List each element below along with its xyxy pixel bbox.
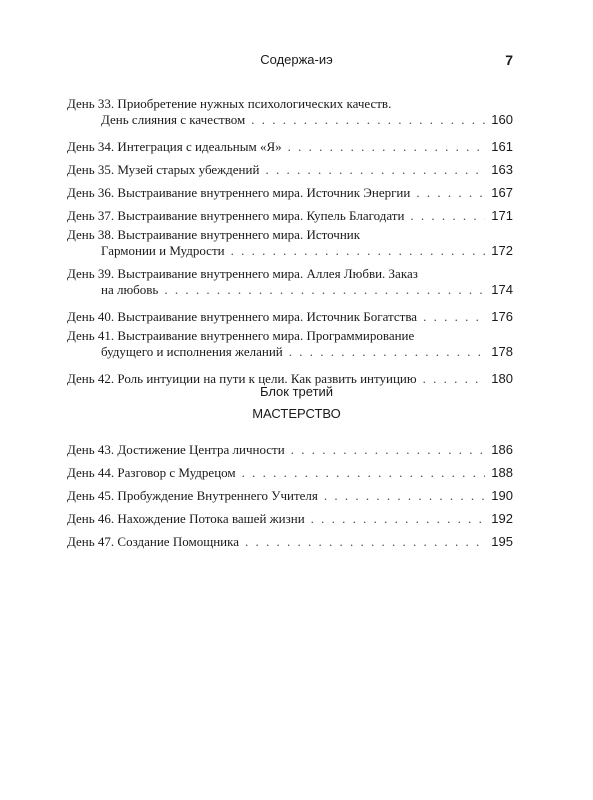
dot-leader	[265, 158, 485, 181]
dot-leader	[164, 282, 485, 298]
toc-entry	[67, 158, 513, 181]
toc-list-block-two	[67, 96, 513, 390]
toc-entry-page: 174	[491, 282, 513, 297]
toc-entry-line	[67, 227, 513, 243]
block-label: Блок третий	[259, 384, 334, 399]
toc-entry	[67, 507, 513, 530]
page-number: 7	[505, 52, 513, 68]
running-head	[0, 52, 593, 72]
toc-entry-page: 195	[491, 534, 513, 549]
toc-entry	[67, 305, 513, 328]
dot-leader	[311, 507, 486, 530]
toc-entry-page: 190	[491, 488, 513, 503]
toc-entry-title: День 46. Нахождение Потока вашей жизни	[67, 511, 305, 526]
dot-leader	[291, 438, 486, 461]
toc-entry-title: на любовь	[101, 282, 159, 297]
toc-entry	[67, 484, 513, 507]
toc-entry-title: День 41. Выстраивание внутреннего мира. Программирование	[67, 328, 415, 343]
toc-entry-title: День 45. Пробуждение Внутреннего Учителя	[67, 488, 318, 503]
toc-entry-title: День 42. Роль интуиции на пути к цели. Как развить интуицию	[67, 371, 417, 386]
toc-entry-line	[67, 461, 513, 484]
toc-entry	[67, 438, 513, 461]
toc-entry-line	[67, 530, 513, 553]
toc-entry	[67, 530, 513, 553]
toc-entry-page: 171	[491, 208, 513, 223]
toc-entry-line	[67, 305, 513, 328]
toc-entry-title: День 40. Выстраивание внутреннего мира. Источник Богатства	[67, 309, 418, 324]
toc-entry-page: 172	[491, 243, 513, 258]
dot-leader	[324, 484, 485, 507]
toc-list-block-three	[67, 438, 513, 553]
toc-entry-line	[67, 158, 513, 181]
toc-entry-line	[67, 266, 513, 282]
toc-entry-title: День 38. Выстраивание внутреннего мира. Источник	[67, 227, 361, 242]
dot-leader	[423, 305, 485, 328]
toc-entry-line	[67, 438, 513, 461]
dot-leader	[416, 181, 485, 204]
toc-entry-title: День 35. Музей старых убеждений	[67, 162, 260, 177]
toc-entry-line	[67, 112, 513, 128]
toc-entry-title: День слияния с качеством	[101, 112, 246, 127]
toc-entry-title: День 33. Приобретение нужных психологических качеств.	[67, 96, 392, 111]
dot-leader	[410, 204, 485, 227]
toc-entry-line	[67, 243, 513, 259]
toc-entry-title: День 47. Создание Помощника	[67, 534, 240, 549]
toc-entry	[67, 96, 513, 128]
toc-entry-line	[67, 484, 513, 507]
dot-leader	[231, 243, 486, 259]
toc-entry-line	[67, 507, 513, 530]
toc-entry-page: 188	[491, 465, 513, 480]
toc-entry-line	[67, 181, 513, 204]
toc-entry-line	[67, 328, 513, 344]
toc-entry-page: 160	[491, 112, 513, 127]
toc-entry	[67, 328, 513, 360]
toc-entry-title: День 43. Достижение Центра личности	[67, 442, 285, 457]
toc-entry-page: 186	[491, 442, 513, 457]
toc-entry-page: 161	[491, 139, 513, 154]
dot-leader	[242, 461, 486, 484]
toc-entry-line	[67, 96, 513, 112]
running-title: Содержа-иэ	[260, 52, 333, 67]
toc-entry-title: День 44. Разговор с Мудрецом	[67, 465, 236, 480]
toc-entry-page: 176	[491, 309, 513, 324]
toc-entry-title: День 37. Выстраивание внутреннего мира. Купель Благодати	[67, 208, 405, 223]
toc-entry	[67, 461, 513, 484]
block-title: МАСТЕРСТВО	[252, 406, 341, 421]
toc-entry-page: 180	[491, 371, 513, 386]
dot-leader	[289, 344, 486, 360]
toc-entry-line	[67, 135, 513, 158]
toc-entry-title: Гармонии и Мудрости	[101, 243, 225, 258]
toc-entry-title: будущего и исполнения желаний	[101, 344, 283, 359]
toc-entry	[67, 227, 513, 259]
toc-entry-page: 192	[491, 511, 513, 526]
toc-entry-title: День 36. Выстраивание внутреннего мира. Источник Энергии	[67, 185, 411, 200]
toc-entry	[67, 181, 513, 204]
toc-entry-page: 167	[491, 185, 513, 200]
toc-entry-line	[67, 282, 513, 298]
dot-leader	[288, 135, 486, 158]
dot-leader	[251, 112, 485, 128]
toc-entry-page: 163	[491, 162, 513, 177]
toc-entry	[67, 266, 513, 298]
toc-entry	[67, 204, 513, 227]
toc-entry-title: День 39. Выстраивание внутреннего мира. Аллея Любви. Заказ	[67, 266, 418, 281]
toc-entry-line	[67, 344, 513, 360]
toc-entry-title: День 34. Интеграция с идеальным «Я»	[67, 139, 282, 154]
dot-leader	[245, 530, 485, 553]
toc-entry-page: 178	[491, 344, 513, 359]
toc-entry-line	[67, 204, 513, 227]
toc-entry	[67, 135, 513, 158]
